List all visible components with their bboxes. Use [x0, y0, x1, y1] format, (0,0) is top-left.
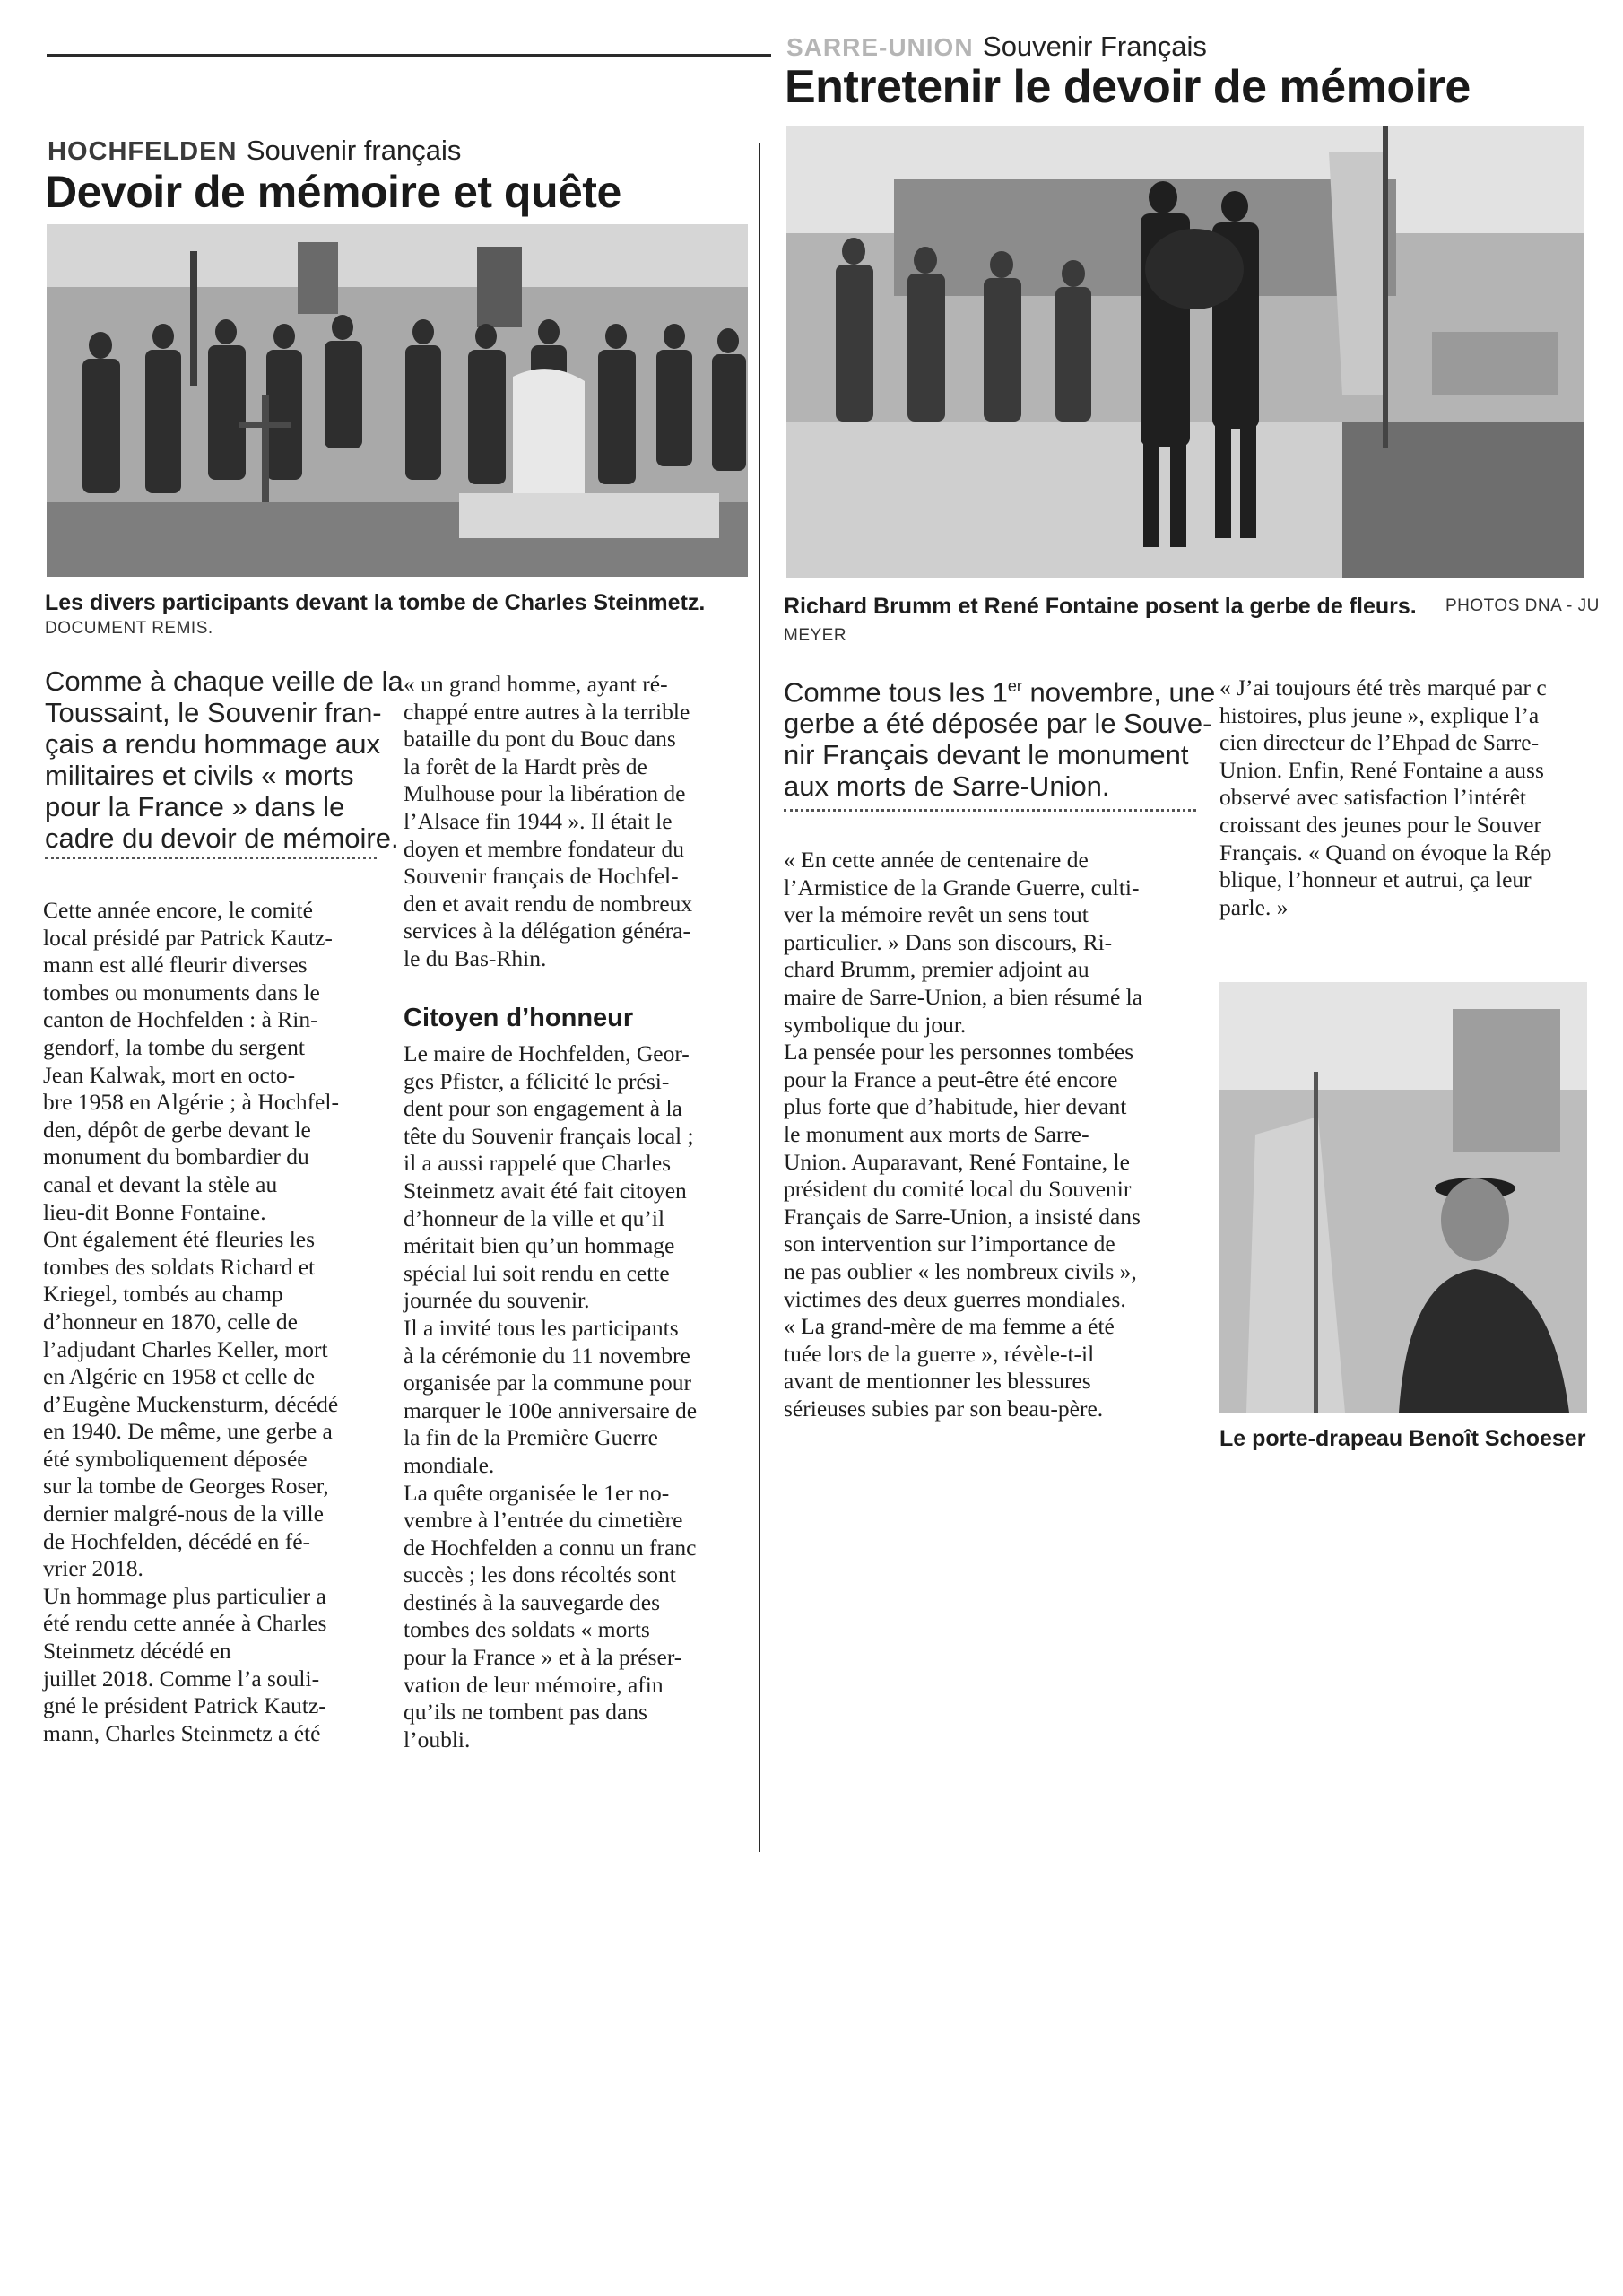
text-line: canton de Hochfelden : à Rin-: [43, 1006, 318, 1033]
text-line: victimes des deux guerres mondiales.: [784, 1285, 1126, 1312]
lede-line: çais a rendu hommage aux: [45, 728, 380, 760]
lede-line: Toussaint, le Souvenir fran-: [45, 697, 382, 728]
text-line: local présidé par Patrick Kautz-: [43, 924, 333, 951]
text-line: tuée lors de la guerre », révèle-t-il: [784, 1340, 1095, 1367]
text-line: organisée par la commune pour: [404, 1370, 692, 1396]
text-line: « La grand-mère de ma femme a été: [784, 1313, 1115, 1340]
left-article-column-1: [43, 897, 339, 1747]
text-line: d’honneur de la ville et qu’il: [404, 1205, 665, 1231]
text-line: l’adjudant Charles Keller, mort: [43, 1335, 328, 1362]
right-article-title: Entretenir le devoir de mémoire: [785, 61, 1471, 113]
text-line: tête du Souvenir français local ;: [404, 1122, 694, 1149]
text-line: Jean Kalwak, mort en octo-: [43, 1061, 296, 1088]
text-line: été symboliquement déposée: [43, 1445, 308, 1472]
text-line: sérieuses subies par son beau-père.: [784, 1395, 1104, 1422]
text-line: destinés à la sauvegarde des: [404, 1588, 661, 1615]
text-line: « J’ai toujours été très marqué par c: [1219, 674, 1547, 700]
left-article-column-2: [404, 671, 692, 973]
left-article-title: Devoir de mémoire et quête: [45, 167, 621, 217]
left-lede-separator: [45, 857, 377, 859]
text-line: le du Bas-Rhin.: [404, 944, 547, 971]
text-line: « En cette année de centenaire de: [784, 847, 1089, 873]
left-article-place: HOCHFELDEN: [48, 137, 238, 166]
lede-line: militaires et civils « morts: [45, 760, 354, 791]
text-line: président du comité local du Souvenir: [784, 1176, 1132, 1203]
text-line: journée du souvenir.: [404, 1287, 590, 1314]
text-line: Union. Auparavant, René Fontaine, le: [784, 1148, 1130, 1175]
text-line: en Algérie en 1958 et celle de: [43, 1363, 316, 1390]
text-line: marquer le 100e anniversaire de: [404, 1396, 698, 1423]
text-line: tombes des soldats Richard et: [43, 1253, 316, 1280]
text-line: tombes des soldats « morts: [404, 1616, 650, 1643]
left-article-lede: [45, 665, 404, 854]
left-article-column-2-continued: [404, 1040, 697, 1753]
text-line: succès ; les dons récoltés sont: [404, 1561, 676, 1588]
text-line: l’oubli.: [404, 1726, 471, 1752]
text-line: à la cérémonie du 11 novembre: [404, 1342, 690, 1369]
text-line: tombes ou monuments dans le: [43, 978, 320, 1005]
text-line: spécial lui soit rendu en cette: [404, 1259, 670, 1286]
text-line: vembre à l’entrée du cimetière: [404, 1507, 683, 1534]
text-line: l’Armistice de la Grande Guerre, culti-: [784, 874, 1140, 900]
text-line: plus forte que d’habitude, hier devant: [784, 1093, 1127, 1120]
text-line: lieu-dit Bonne Fontaine.: [43, 1198, 266, 1225]
text-line: ges Pfister, a félicité le prési-: [404, 1067, 670, 1094]
left-article-rubric: Souvenir français: [246, 135, 462, 166]
text-line: croissant des jeunes pour le Souver: [1219, 811, 1542, 838]
text-line: observé avec satisfaction l’intérêt: [1219, 784, 1526, 811]
text-line: histoires, plus jeune », explique l’a: [1219, 701, 1540, 728]
text-line: Ont également été fleuries les: [43, 1226, 316, 1253]
text-line: gendorf, la tombe du sergent: [43, 1033, 305, 1060]
text-line: Souvenir français de Hochfel-: [404, 863, 679, 890]
text-line: Mulhouse pour la libération de: [404, 780, 686, 807]
text-line: qu’ils ne tombent pas dans: [404, 1699, 647, 1726]
text-line: de Hochfelden a connu un franc: [404, 1534, 697, 1561]
right-article-photo: [786, 126, 1584, 578]
text-line: méritait bien qu’un hommage: [404, 1232, 675, 1259]
lede-line: gerbe a été déposée par le Souve-: [784, 708, 1212, 740]
text-line: en 1940. De même, une gerbe a: [43, 1418, 333, 1445]
lede-line: Comme à chaque veille de la: [45, 665, 404, 697]
text-line: pour la France a peut-être été encore: [784, 1065, 1118, 1092]
text-line: symbolique du jour.: [784, 1011, 967, 1038]
text-line: été rendu cette année à Charles: [43, 1610, 327, 1637]
text-line: Steinmetz décédé en: [43, 1638, 231, 1665]
right-article-rubric: Souvenir Français: [983, 30, 1207, 62]
text-line: services à la délégation généra-: [404, 918, 690, 944]
text-line: ne pas oublier « les nombreux civils »,: [784, 1257, 1137, 1284]
right-photo-credit-continued: MEYER: [784, 626, 847, 645]
text-line: d’honneur en 1870, celle de: [43, 1308, 298, 1335]
right-article-small-photo: [1219, 982, 1587, 1413]
text-line: Le maire de Hochfelden, Geor-: [404, 1040, 690, 1066]
right-article-column-1: [784, 847, 1142, 1422]
left-photo-credit: DOCUMENT REMIS.: [45, 619, 213, 638]
text-line: dernier malgré-nous de la ville: [43, 1500, 324, 1527]
text-line: son intervention sur l’importance de: [784, 1231, 1115, 1257]
left-article-kicker: [48, 135, 461, 167]
lede-line: pour la France » dans le: [45, 791, 345, 822]
text-line: « un grand homme, ayant ré-: [404, 671, 668, 697]
text-line: le monument aux morts de Sarre-: [784, 1120, 1089, 1147]
text-line: Un hommage plus particulier a: [43, 1582, 326, 1609]
right-photo-credit: PHOTOS DNA - JU: [1445, 596, 1600, 615]
text-line: il a aussi rappelé que Charles: [404, 1150, 672, 1177]
text-line: mann est allé fleurir diverses: [43, 952, 308, 978]
right-article-place: SARRE-UNION: [786, 33, 974, 61]
top-rule-left: [47, 54, 771, 57]
lede-line: Comme tous les 1er novembre, une: [784, 676, 1216, 709]
text-line: doyen et membre fondateur du: [404, 835, 684, 862]
text-line: monument du bombardier du: [43, 1144, 309, 1170]
text-line: chappé entre autres à la terrible: [404, 698, 690, 725]
text-line: juillet 2018. Comme l’a souli-: [43, 1665, 320, 1692]
text-line: maire de Sarre-Union, a bien résumé la: [784, 983, 1143, 1010]
column-divider: [759, 144, 760, 1852]
lede-line: nir Français devant le monument: [784, 739, 1189, 771]
text-line: de Hochfelden, décédé en fé-: [43, 1527, 311, 1554]
text-line: vation de leur mémoire, afin: [404, 1671, 664, 1698]
text-line: parle. »: [1219, 893, 1289, 920]
text-line: la fin de la Première Guerre: [404, 1424, 658, 1451]
lede-line: aux morts de Sarre-Union.: [784, 770, 1110, 803]
text-line: chard Brumm, premier adjoint au: [784, 956, 1089, 983]
right-article-column-2: [1219, 674, 1589, 921]
right-article-kicker: [786, 30, 1207, 63]
text-line: bataille du pont du Bouc dans: [404, 726, 676, 752]
text-line: pour la France » et à la préser-: [404, 1644, 682, 1671]
lede-line: cadre du devoir de mémoire.: [45, 822, 399, 854]
text-line: Steinmetz avait été fait citoyen: [404, 1177, 687, 1204]
text-line: vrier 2018.: [43, 1555, 143, 1582]
right-lede-separator: [784, 809, 1196, 812]
text-line: sur la tombe de Georges Roser,: [43, 1473, 329, 1500]
text-line: den, dépôt de gerbe devant le: [43, 1116, 311, 1143]
text-line: Français. « Quand on évoque la Rép: [1219, 839, 1552, 865]
text-line: La pensée pour les personnes tombées: [784, 1039, 1134, 1065]
text-line: cien directeur de l’Ehpad de Sarre-: [1219, 729, 1540, 756]
text-line: la forêt de la Hardt près de: [404, 752, 647, 779]
text-line: blique, l’honneur et autrui, ça leur: [1219, 866, 1532, 893]
left-article-subhead: Citoyen d’honneur: [404, 1004, 634, 1032]
text-line: La quête organisée le 1er no-: [404, 1479, 670, 1506]
text-line: Union. Enfin, René Fontaine a auss: [1219, 756, 1544, 783]
text-line: Il a invité tous les participants: [404, 1314, 679, 1341]
left-article-photo: [47, 224, 748, 577]
right-article-lede: [784, 671, 1215, 802]
text-line: l’Alsace fin 1944 ». Il était le: [404, 807, 673, 834]
text-line: ver la mémoire revêt un sens tout: [784, 901, 1089, 928]
text-line: Kriegel, tombés au champ: [43, 1281, 283, 1308]
small-photo-caption: Le porte-drapeau Benoît Schoeser: [1219, 1426, 1586, 1451]
left-photo-caption: Les divers participants devant la tombe de Charles Steinmetz.: [45, 590, 706, 615]
text-line: d’Eugène Muckensturm, décédé: [43, 1390, 339, 1417]
text-line: avant de mentionner les blessures: [784, 1368, 1091, 1395]
text-line: bre 1958 en Algérie ; à Hochfel-: [43, 1089, 339, 1116]
text-line: Français de Sarre-Union, a insisté dans: [784, 1203, 1141, 1230]
text-line: gné le président Patrick Kautz-: [43, 1692, 326, 1719]
text-line: Cette année encore, le comité: [43, 897, 313, 923]
text-line: den et avait rendu de nombreux: [404, 890, 693, 917]
text-line: particulier. » Dans son discours, Ri-: [784, 928, 1113, 955]
text-line: mondiale.: [404, 1451, 495, 1478]
text-line: canal et devant la stèle au: [43, 1170, 278, 1197]
text-line: mann, Charles Steinmetz a été: [43, 1719, 321, 1746]
text-line: dent pour son engagement à la: [404, 1095, 682, 1122]
right-photo-caption: Richard Brumm et René Fontaine posent la gerbe de fleurs.: [784, 594, 1417, 619]
